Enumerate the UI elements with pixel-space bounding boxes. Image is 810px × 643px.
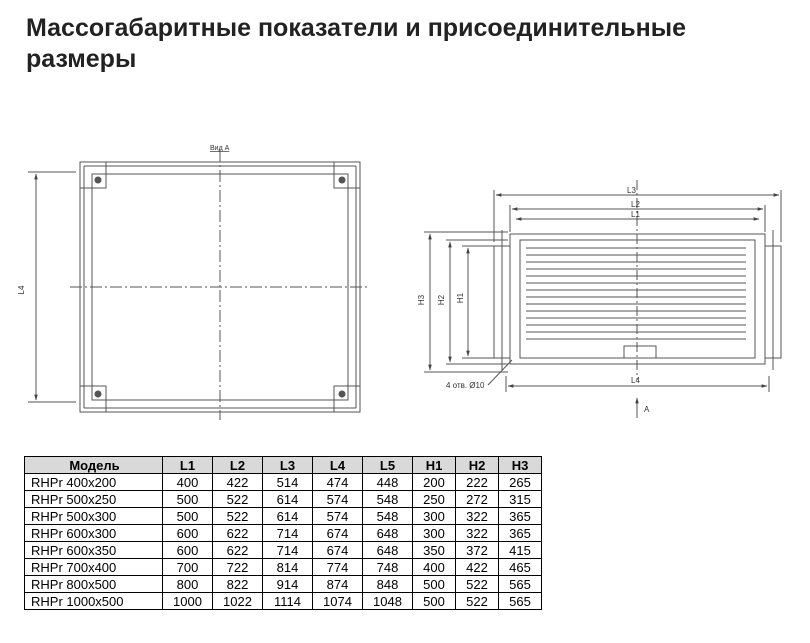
- table-row: [25, 542, 542, 559]
- cell-model: RHPr 500x250: [25, 491, 163, 508]
- cell: 400: [413, 559, 456, 576]
- cell: 548: [363, 491, 413, 508]
- cell: 548: [363, 508, 413, 525]
- view-label: Вид А: [210, 145, 230, 152]
- header-h3: H3: [499, 457, 542, 474]
- header-l5: L5: [363, 457, 413, 474]
- table-header-row: [25, 457, 542, 474]
- cell: 222: [456, 474, 499, 491]
- cell: 614: [263, 491, 313, 508]
- cell: 522: [213, 491, 263, 508]
- cell: 365: [499, 525, 542, 542]
- cell: 574: [313, 491, 363, 508]
- cell: 648: [363, 542, 413, 559]
- cell: 914: [263, 576, 313, 593]
- cell: 350: [413, 542, 456, 559]
- cell: 322: [456, 525, 499, 542]
- cell: 522: [456, 593, 499, 610]
- cell: 814: [263, 559, 313, 576]
- cell: 415: [499, 542, 542, 559]
- cell: 200: [413, 474, 456, 491]
- header-l4: L4: [313, 457, 363, 474]
- header-model: Модель: [25, 457, 163, 474]
- cell: 1022: [213, 593, 263, 610]
- cell: 1074: [313, 593, 363, 610]
- cell: 514: [263, 474, 313, 491]
- cell: 600: [163, 525, 213, 542]
- cell: 500: [163, 508, 213, 525]
- table-row: [25, 508, 542, 525]
- cell: 822: [213, 576, 263, 593]
- cell: 565: [499, 593, 542, 610]
- header-l2: L2: [213, 457, 263, 474]
- cell: 848: [363, 576, 413, 593]
- cell: 500: [163, 491, 213, 508]
- technical-drawing: [0, 130, 810, 450]
- header-l3: L3: [263, 457, 313, 474]
- cell: 400: [163, 474, 213, 491]
- cell: 272: [456, 491, 499, 508]
- cell: 700: [163, 559, 213, 576]
- table-row: [25, 576, 542, 593]
- cell: 1000: [163, 593, 213, 610]
- cell: 748: [363, 559, 413, 576]
- cell: 622: [213, 542, 263, 559]
- table-row: [25, 559, 542, 576]
- cell: 674: [313, 542, 363, 559]
- header-h1: H1: [413, 457, 456, 474]
- cell: 422: [213, 474, 263, 491]
- cell: 648: [363, 525, 413, 542]
- cell: 774: [313, 559, 363, 576]
- dim-l4-left: L4: [17, 285, 26, 295]
- cell: 522: [456, 576, 499, 593]
- cell: 322: [456, 508, 499, 525]
- cell: 800: [163, 576, 213, 593]
- cell: 714: [263, 525, 313, 542]
- cell-model: RHPr 600x350: [25, 542, 163, 559]
- cell-model: RHPr 1000x500: [25, 593, 163, 610]
- cell: 874: [313, 576, 363, 593]
- dim-l4-bottom: L4: [631, 376, 640, 385]
- cell: 422: [456, 559, 499, 576]
- cell-model: RHPr 600x300: [25, 525, 163, 542]
- cell: 500: [413, 576, 456, 593]
- cell: 300: [413, 508, 456, 525]
- cell: 714: [263, 542, 313, 559]
- cell: 565: [499, 576, 542, 593]
- header-h2: H2: [456, 457, 499, 474]
- dim-l1: L1: [631, 210, 640, 219]
- page-title: Массогабаритные показатели и присоединительные размеры: [26, 14, 686, 73]
- table-row: [25, 474, 542, 491]
- holes-note: 4 отв. Ø10: [446, 381, 485, 390]
- cell: 1048: [363, 593, 413, 610]
- cell: 315: [499, 491, 542, 508]
- dim-h3: H3: [417, 294, 426, 306]
- table-row: [25, 491, 542, 508]
- arrow-a-label: A: [644, 405, 650, 414]
- cell: 300: [413, 525, 456, 542]
- cell: 574: [313, 508, 363, 525]
- cell: 500: [413, 593, 456, 610]
- header-l1: L1: [163, 457, 213, 474]
- dim-l3: L3: [627, 186, 636, 195]
- cell: 265: [499, 474, 542, 491]
- table-row: [25, 593, 542, 610]
- table-row: [25, 525, 542, 542]
- cell: 465: [499, 559, 542, 576]
- cell: 614: [263, 508, 313, 525]
- dim-l2: L2: [631, 200, 640, 209]
- dim-h1: H1: [456, 292, 465, 304]
- cell: 365: [499, 508, 542, 525]
- cell: 674: [313, 525, 363, 542]
- cell: 474: [313, 474, 363, 491]
- cell: 522: [213, 508, 263, 525]
- front-view: [28, 150, 370, 420]
- cell: 600: [163, 542, 213, 559]
- cell: 448: [363, 474, 413, 491]
- cell-model: RHPr 700x400: [25, 559, 163, 576]
- cell: 250: [413, 491, 456, 508]
- cell-model: RHPr 500x300: [25, 508, 163, 525]
- cell: 722: [213, 559, 263, 576]
- cell: 372: [456, 542, 499, 559]
- spec-table: [24, 456, 542, 610]
- cell-model: RHPr 400x200: [25, 474, 163, 491]
- cell-model: RHPr 800x500: [25, 576, 163, 593]
- cell: 1114: [263, 593, 313, 610]
- cell: 622: [213, 525, 263, 542]
- dim-h2: H2: [437, 294, 446, 306]
